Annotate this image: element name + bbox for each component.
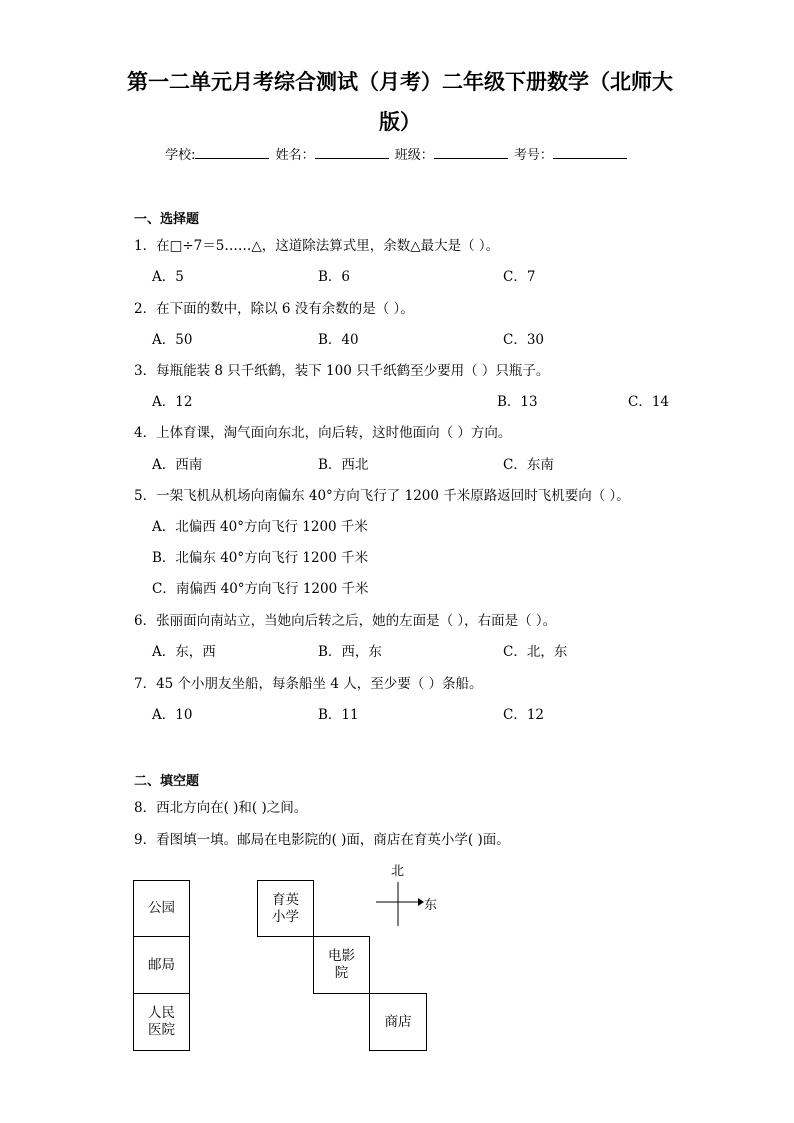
north-label: 北 <box>391 864 405 879</box>
page-title <box>120 62 680 142</box>
q3-option-a[interactable]: A．12 <box>152 394 193 410</box>
q1-option-a[interactable]: A．5 <box>152 269 184 285</box>
section-2-title: 二、填空题 <box>134 774 200 789</box>
q3-option-c[interactable]: C．14 <box>628 394 670 410</box>
q7-option-a[interactable]: A．10 <box>152 707 193 723</box>
q1-option-b[interactable]: B．6 <box>318 269 351 285</box>
map-cinema: 电影 院 <box>313 936 370 994</box>
q2-option-a[interactable]: A．50 <box>152 332 193 348</box>
title-line-1: 第一二单元月考综合测试（月考）二年级下册数学（北师大 <box>127 70 673 94</box>
question-7: 7．45 个小朋友坐船，每条船坐 4 人，至少要（ ）条船。 <box>134 676 483 692</box>
name-label: 姓名： <box>275 148 315 163</box>
question-5: 5．一架飞机从机场向南偏东 40°方向飞行了 1200 千米原路返回时飞机要向（ ）。 <box>134 488 630 504</box>
q5-option-a[interactable]: A．北偏西 40°方向飞行 1200 千米 <box>152 519 368 535</box>
question-1: 1．在□÷7＝5……△，这道除法算式里，余数△最大是（ ）。 <box>134 238 500 254</box>
section-1-title: 一、选择题 <box>134 212 200 227</box>
q5-option-c[interactable]: C．南偏西 40°方向飞行 1200 千米 <box>152 581 369 597</box>
number-blank[interactable] <box>553 146 627 159</box>
q5-option-b[interactable]: B．北偏东 40°方向飞行 1200 千米 <box>152 550 369 566</box>
student-info-row <box>0 144 794 163</box>
school-blank[interactable] <box>195 146 269 159</box>
title-line-2: 版） <box>379 110 421 134</box>
map-school: 育英 小学 <box>257 880 314 937</box>
map-park: 公园 <box>133 880 190 937</box>
compass-icon <box>370 878 424 928</box>
map-post-office: 邮局 <box>133 936 190 994</box>
q4-option-c[interactable]: C．东南 <box>503 457 554 473</box>
q2-option-b[interactable]: B．40 <box>318 332 359 348</box>
q4-option-a[interactable]: A．西南 <box>152 457 203 473</box>
map-shop: 商店 <box>369 993 427 1051</box>
q6-option-b[interactable]: B．西，东 <box>318 644 382 660</box>
q7-option-b[interactable]: B．11 <box>318 707 359 723</box>
east-label: 东 <box>424 898 438 913</box>
school-label: 学校: <box>165 148 196 163</box>
q2-option-c[interactable]: C．30 <box>503 332 545 348</box>
question-2: 2．在下面的数中，除以 6 没有余数的是（ ）。 <box>134 301 414 317</box>
q7-option-c[interactable]: C．12 <box>503 707 545 723</box>
class-blank[interactable] <box>434 146 508 159</box>
number-label: 考号： <box>513 148 553 163</box>
map-hospital: 人民 医院 <box>133 993 190 1051</box>
question-8: 8．西北方向在( )和( )之间。 <box>134 800 308 816</box>
q1-option-c[interactable]: C．7 <box>503 269 536 285</box>
q3-option-b[interactable]: B．13 <box>497 394 538 410</box>
q6-option-c[interactable]: C．北，东 <box>503 644 568 660</box>
class-label: 班级： <box>394 148 434 163</box>
q6-option-a[interactable]: A．东，西 <box>152 644 216 660</box>
question-6: 6．张丽面向南站立，当她向后转之后，她的左面是（ ），右面是（ ）。 <box>134 613 557 629</box>
question-9: 9．看图填一填。邮局在电影院的( )面，商店在育英小学( )面。 <box>134 832 510 848</box>
question-3: 3．每瓶能装 8 只千纸鹤，装下 100 只千纸鹤至少要用（ ）只瓶子。 <box>134 363 550 379</box>
question-4: 4．上体育课，淘气面向东北，向后转，这时他面向（ ）方向。 <box>134 425 512 441</box>
name-blank[interactable] <box>315 146 389 159</box>
q4-option-b[interactable]: B．西北 <box>318 457 369 473</box>
